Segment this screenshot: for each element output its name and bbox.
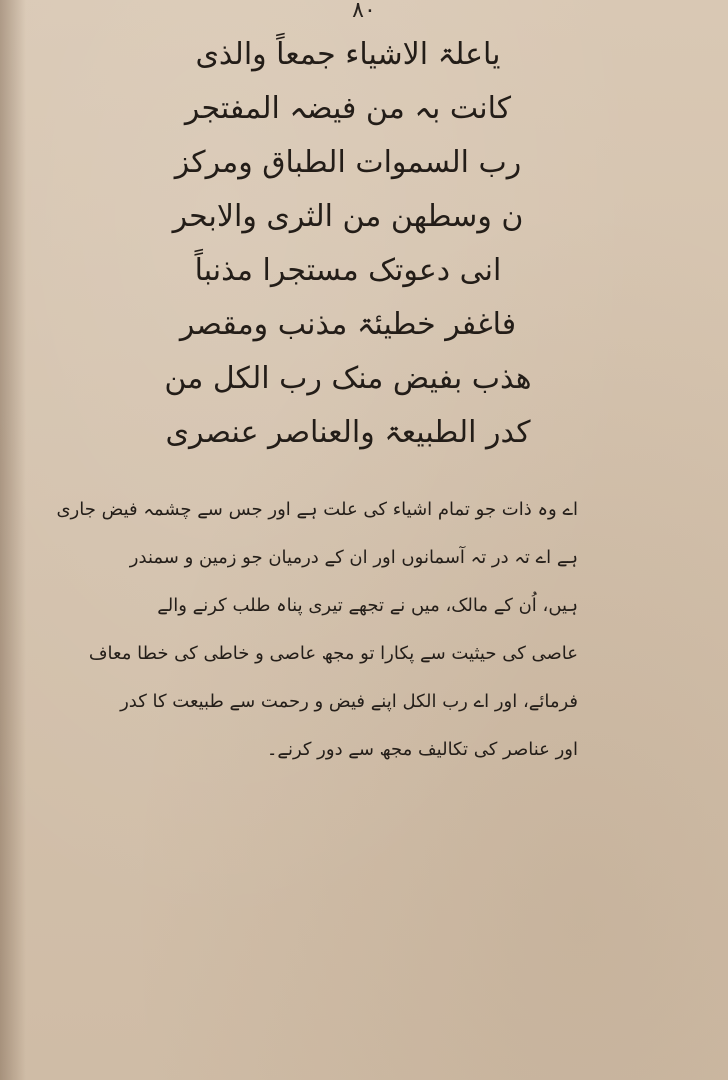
page-binding-shadow	[0, 0, 26, 1080]
arabic-verse-block	[118, 28, 578, 460]
urdu-translation-block	[56, 486, 578, 774]
translation-line: اے وہ ذات جو تمام اشیاء کی علت ہے اور جس سے چشمہ فیض جاری	[56, 499, 578, 520]
translation-line: فرمائے، اور اے رب الکل اپنے فیض و رحمت سے طبیعت کا کدر	[120, 691, 578, 712]
translation-line: عاصی کی حیثیت سے پکارا تو مجھ عاصی و خاطی کی خطا معاف	[88, 643, 578, 664]
verse-line: ھذب بفیض منک رب الکل من	[164, 361, 532, 396]
verse-line: یاعلۃ الاشیاء جمعاً والذی	[195, 37, 501, 72]
verse-line: فاغفر خطیئۃ مذنب ومقصر	[179, 307, 517, 342]
verse-line: انی دعوتک مستجرا مذنباً	[194, 253, 502, 288]
translation-line: اور عناصر کی تکالیف مجھ سے دور کرنے۔	[266, 739, 578, 760]
translation-line: ہیں، اُن کے مالک، میں نے تجھے تیری پناہ طلب کرنے والے	[157, 595, 578, 616]
verse-line: کانت بہ من فیضہ المفتجر	[184, 91, 512, 126]
translation-line: ہے اے تہ در تہ آسمانوں اور ان کے درمیان جو زمین و سمندر	[129, 547, 578, 568]
verse-line: کدر الطبیعۃ والعناصر عنصری	[165, 415, 531, 450]
verse-line: ن وسطھن من الثری والابحر	[172, 199, 524, 234]
verse-line: رب السموات الطباق ومرکز	[174, 145, 522, 180]
page-number: ۸۰	[352, 0, 376, 23]
